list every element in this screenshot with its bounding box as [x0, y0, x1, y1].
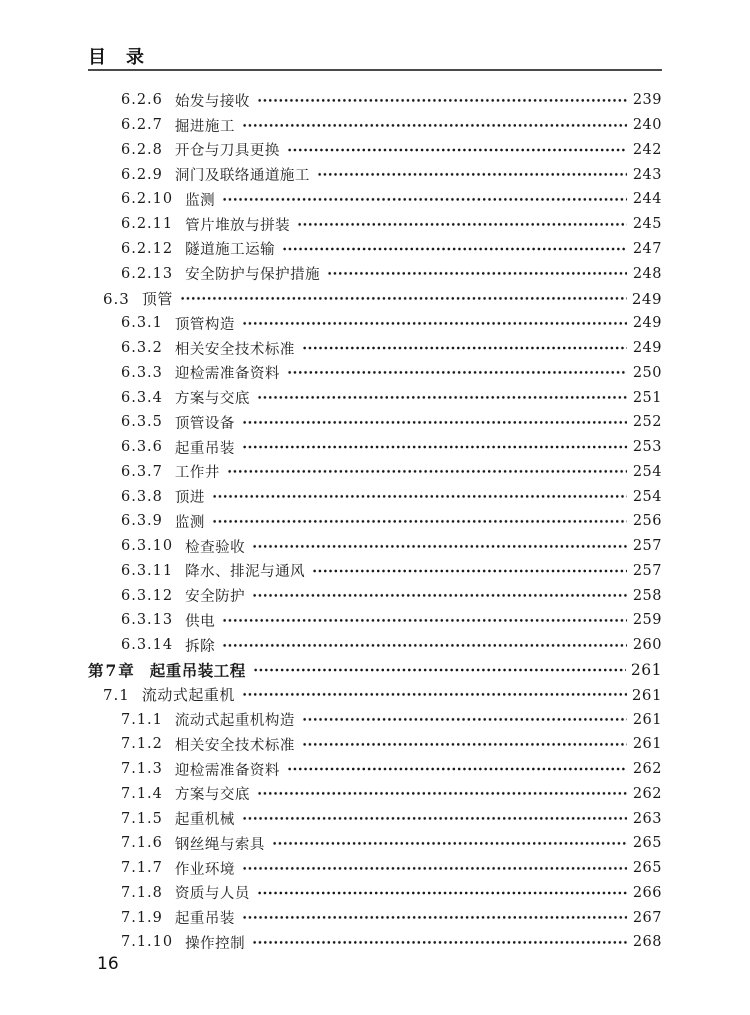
toc-entry — [88, 360, 662, 385]
toc-entry-page: 249 — [632, 340, 662, 357]
dot-leader — [297, 212, 627, 237]
toc-entry — [88, 905, 662, 930]
toc-entry — [88, 881, 662, 906]
toc-entry-title: 管片堆放与拼装 — [185, 217, 291, 234]
toc-entry-page: 260 — [632, 637, 662, 654]
dot-leader — [242, 410, 627, 435]
toc-entry — [88, 633, 662, 658]
toc-entry — [88, 261, 662, 286]
toc-entry-title: 资质与人员 — [174, 886, 250, 903]
toc-entry-title: 起重吊装工程 — [149, 660, 246, 680]
toc-entry-title: 洞门及联络通道施工 — [174, 168, 310, 185]
toc-entry-number: 7.1.5 — [121, 810, 163, 827]
toc-entry-page: 257 — [632, 562, 662, 579]
toc-entry-number: 6.3.5 — [121, 414, 163, 431]
toc-entry-number: 6.2.11 — [121, 216, 174, 233]
toc-entry-title: 检查验收 — [185, 539, 246, 556]
toc-entry — [88, 707, 662, 732]
toc-entry — [88, 187, 662, 212]
toc-entry — [88, 682, 662, 707]
toc-entry-page: 245 — [632, 216, 662, 233]
toc-entry-title: 操作控制 — [185, 935, 246, 952]
toc-entry-page: 265 — [632, 835, 662, 852]
toc-entry-title: 顶管 — [141, 290, 173, 308]
toc-entry — [88, 237, 662, 262]
toc-entry — [88, 559, 662, 584]
dot-leader — [272, 831, 627, 856]
dot-leader — [222, 187, 627, 212]
toc-entry-title: 工作井 — [174, 465, 220, 482]
toc-entry — [88, 212, 662, 237]
toc-entry-title: 作业环境 — [174, 861, 235, 878]
toc-entry-page: 254 — [632, 488, 662, 505]
toc-entry — [88, 732, 662, 757]
toc-entry-page: 244 — [632, 191, 662, 208]
toc-entry-number: 6.3.2 — [121, 340, 163, 357]
toc-entry-page: 252 — [632, 414, 662, 431]
toc-entry — [88, 484, 662, 509]
toc-entry-title: 流动式起重机 — [141, 686, 235, 705]
toc-entry-title: 顶管设备 — [174, 415, 235, 432]
toc-entry-page: 239 — [632, 92, 662, 109]
toc-entry — [88, 534, 662, 559]
toc-entry-number: 7.1.8 — [121, 884, 163, 901]
toc-entry-title: 迎检需准备资料 — [174, 366, 280, 383]
toc-entry — [88, 856, 662, 881]
dot-leader — [222, 608, 627, 633]
toc-entry-number: 7.1.2 — [121, 736, 163, 753]
toc-entry-page: 261 — [630, 660, 662, 679]
toc-entry — [88, 138, 662, 163]
dot-leader — [242, 905, 627, 930]
toc-entry-title: 迎检需准备资料 — [174, 762, 280, 779]
toc-entry-number: 6.3.9 — [121, 513, 163, 530]
dot-leader — [242, 806, 627, 831]
toc-entry-number: 6.3.4 — [121, 389, 163, 406]
toc-entry-number: 6.3.6 — [121, 439, 163, 456]
toc-entry — [88, 162, 662, 187]
toc-entry-number: 7.1.9 — [121, 909, 163, 926]
toc-entry — [88, 583, 662, 608]
dot-leader — [327, 261, 627, 286]
toc-entry-number: 6.2.9 — [121, 166, 163, 183]
dot-leader — [242, 113, 627, 138]
toc-entry-page: 266 — [632, 884, 662, 901]
dot-leader — [257, 781, 627, 806]
toc-entry-number: 7.1.1 — [121, 711, 163, 728]
toc-entry — [88, 113, 662, 138]
dot-leader — [212, 509, 627, 534]
toc-entry-title: 起重吊装 — [174, 440, 235, 457]
toc-entry-title: 方案与交底 — [174, 391, 250, 408]
toc-entry-title: 起重吊装 — [174, 911, 235, 928]
toc-entry-title: 顶进 — [174, 490, 205, 507]
toc-entry-page: 268 — [632, 934, 662, 951]
toc-entry-page: 248 — [632, 265, 662, 282]
toc-entry-page: 251 — [632, 389, 662, 406]
toc-entry-page: 253 — [632, 439, 662, 456]
dot-leader — [287, 360, 627, 385]
dot-leader — [242, 856, 627, 881]
toc-list — [88, 88, 662, 955]
toc-entry-page: 265 — [632, 860, 662, 877]
dot-leader — [180, 286, 627, 311]
toc-entry-title: 降水、排泥与通风 — [185, 564, 306, 581]
toc-entry-number: 7.1.4 — [121, 785, 163, 802]
toc-entry — [88, 608, 662, 633]
toc-entry — [88, 806, 662, 831]
toc-entry-number: 6.2.7 — [121, 117, 163, 134]
toc-entry — [88, 385, 662, 410]
toc-entry-number: 6.3.12 — [121, 587, 174, 604]
toc-entry-number: 6.2.8 — [121, 141, 163, 158]
toc-entry-title: 安全防护 — [185, 589, 246, 606]
toc-entry-number: 第7章 — [88, 660, 136, 680]
toc-entry — [88, 930, 662, 955]
toc-entry-page: 262 — [632, 761, 662, 778]
dot-leader — [302, 336, 627, 361]
toc-entry-number: 6.2.13 — [121, 265, 174, 282]
toc-entry-title: 安全防护与保护措施 — [185, 267, 321, 284]
dot-leader — [312, 559, 627, 584]
dot-leader — [242, 682, 627, 707]
toc-entry-page: 249 — [631, 289, 662, 308]
dot-leader — [257, 88, 627, 113]
dot-leader — [242, 311, 627, 336]
toc-entry — [88, 459, 662, 484]
toc-entry-number: 6.2.10 — [121, 191, 174, 208]
toc-entry — [88, 757, 662, 782]
toc-entry — [88, 336, 662, 361]
toc-entry-page: 259 — [632, 612, 662, 629]
toc-entry — [88, 831, 662, 856]
dot-leader — [317, 162, 627, 187]
toc-entry-title: 监测 — [185, 192, 216, 209]
dot-leader — [287, 757, 627, 782]
toc-entry-number: 6.3.10 — [121, 538, 174, 555]
toc-entry-number: 6.3.11 — [121, 562, 174, 579]
dot-leader — [302, 707, 627, 732]
footer-page-number: 16 — [97, 954, 119, 974]
toc-entry-page: 267 — [632, 909, 662, 926]
toc-entry-page: 261 — [632, 711, 662, 728]
dot-leader — [253, 658, 626, 683]
toc-entry-number: 6.3.14 — [121, 637, 174, 654]
dot-leader — [252, 930, 627, 955]
toc-entry-number: 6.3.7 — [121, 463, 163, 480]
toc-entry-title: 相关安全技术标准 — [174, 341, 295, 358]
toc-entry-title: 供电 — [185, 613, 216, 630]
toc-entry-title: 开仓与刀具更换 — [174, 143, 280, 160]
toc-entry-title: 流动式起重机构造 — [174, 713, 295, 730]
toc-entry — [88, 88, 662, 113]
dot-leader — [287, 138, 627, 163]
toc-entry-title: 相关安全技术标准 — [174, 737, 295, 754]
toc-entry-page: 254 — [632, 463, 662, 480]
toc-entry-page: 250 — [632, 364, 662, 381]
toc-entry-page: 258 — [632, 587, 662, 604]
toc-entry — [88, 781, 662, 806]
toc-entry-number: 7.1.7 — [121, 860, 163, 877]
toc-entry-title: 隧道施工运输 — [185, 242, 276, 259]
toc-entry-title: 监测 — [174, 514, 205, 531]
toc-entry-title: 掘进施工 — [174, 118, 235, 135]
toc-entry-title: 起重机械 — [174, 812, 235, 829]
dot-leader — [227, 459, 627, 484]
toc-entry-page: 249 — [632, 315, 662, 332]
dot-leader — [222, 633, 627, 658]
toc-entry-page: 247 — [632, 240, 662, 257]
toc-entry-page: 256 — [632, 513, 662, 530]
toc-entry-page: 263 — [632, 810, 662, 827]
dot-leader — [252, 583, 627, 608]
toc-entry — [88, 311, 662, 336]
toc-entry-page: 243 — [632, 166, 662, 183]
page-title: 目 录 — [88, 47, 145, 68]
toc-entry-number: 6.3 — [103, 289, 130, 308]
toc-entry-number: 7.1.3 — [121, 761, 163, 778]
toc-entry-page: 242 — [632, 141, 662, 158]
toc-entry — [88, 435, 662, 460]
toc-entry-page: 257 — [632, 538, 662, 555]
toc-entry-number: 6.2.6 — [121, 92, 163, 109]
dot-leader — [252, 534, 627, 559]
dot-leader — [257, 385, 627, 410]
toc-entry-number: 6.3.1 — [121, 315, 163, 332]
toc-entry-title: 方案与交底 — [174, 787, 250, 804]
toc-entry-page: 261 — [632, 736, 662, 753]
toc-entry-page: 240 — [632, 117, 662, 134]
toc-entry-page: 262 — [632, 785, 662, 802]
dot-leader — [257, 881, 627, 906]
toc-entry-number: 6.3.13 — [121, 612, 174, 629]
toc-entry — [88, 286, 662, 311]
toc-entry-title: 拆除 — [185, 638, 216, 655]
dot-leader — [242, 435, 627, 460]
dot-leader — [212, 484, 627, 509]
toc-entry — [88, 410, 662, 435]
header-divider — [88, 69, 662, 71]
toc-entry — [88, 658, 662, 683]
toc-entry-number: 7.1 — [103, 685, 130, 704]
toc-entry-number: 6.3.3 — [121, 364, 163, 381]
toc-entry — [88, 509, 662, 534]
toc-entry-title: 始发与接收 — [174, 93, 250, 110]
toc-entry-number: 7.1.6 — [121, 835, 163, 852]
toc-entry-number: 7.1.10 — [121, 934, 174, 951]
toc-entry-number: 6.3.8 — [121, 488, 163, 505]
toc-entry-page: 261 — [631, 685, 662, 704]
dot-leader — [282, 237, 627, 262]
toc-entry-number: 6.2.12 — [121, 240, 174, 257]
dot-leader — [302, 732, 627, 757]
toc-entry-title: 钢丝绳与索具 — [174, 836, 265, 853]
toc-entry-title: 顶管构造 — [174, 316, 235, 333]
